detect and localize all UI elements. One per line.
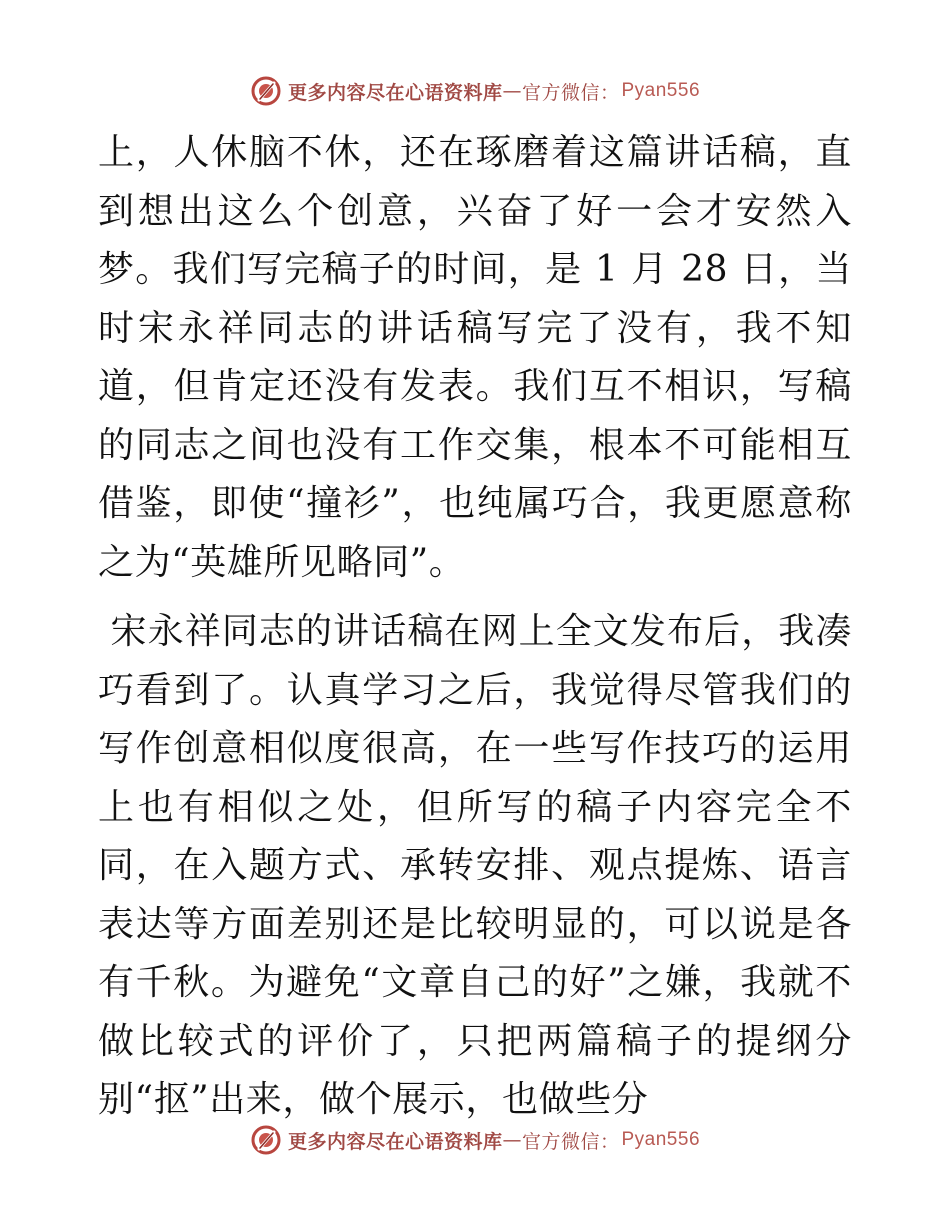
header-label: 官方微信： — [521, 81, 620, 104]
footer-wechat-id: Pyan556 — [621, 1129, 701, 1150]
seal-logo-icon — [250, 1124, 282, 1156]
header-watermark — [0, 71, 950, 111]
paragraph-2: 宋永祥同志的讲话稿在网上全文发布后，我凑巧看到了。认真学习之后，我觉得尽管我们的写作创意相似度很高，在一些写作技巧的运用上也有相似之处，但所写的稿子内容完全不同，在入题方式、承转安排、观点提炼、语言表达等方面差别还是比较明显的，可以说是各有千秋。为避免“文章自己的好”之嫌，我就不做比较式的评价了，只把两篇稿子的提纲分别“抠”出来，做个展示，也做些分 — [98, 611, 852, 1120]
document-body — [98, 124, 852, 1130]
header-watermark-text — [288, 78, 700, 105]
footer-watermark — [0, 1120, 950, 1160]
header-wechat-id: Pyan556 — [621, 80, 701, 101]
footer-brand: 更多内容尽在心语资料库 — [287, 1130, 503, 1153]
seal-logo-icon — [250, 75, 282, 107]
header-brand: 更多内容尽在心语资料库 — [287, 81, 503, 104]
footer-separator: — — [502, 1129, 522, 1151]
footer-watermark-text — [288, 1127, 700, 1154]
footer-label: 官方微信： — [521, 1130, 620, 1153]
header-separator: — — [502, 80, 522, 102]
paragraph-1: 上，人休脑不休，还在琢磨着这篇讲话稿，直到想出这么个创意，兴奋了好一会才安然入梦。我们写完稿子的时间，是 1 月 28 日，当时宋永祥同志的讲话稿写完了没有，我不知道，但肯定还没有发表。我们互不相识，写稿的同志之间也没有工作交集，根本不可能相互借鉴，即使“撞衫”，也纯属巧合，我更愿意称之为“英雄所见略同”。 — [98, 132, 852, 583]
